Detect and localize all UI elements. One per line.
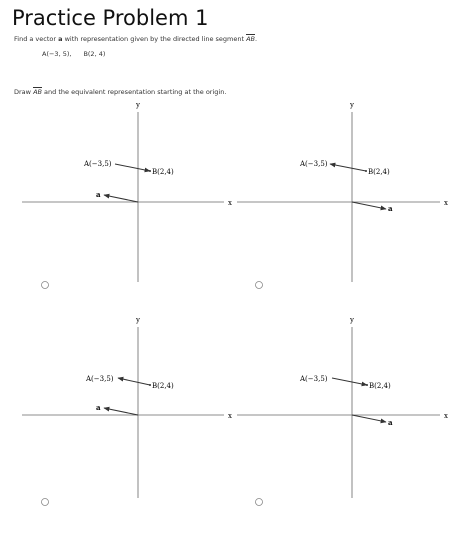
option-radio-4[interactable] (256, 499, 263, 506)
segment-ab: AB (246, 35, 256, 43)
option-graph-2 (237, 101, 448, 282)
segment-ab-arrow (332, 378, 367, 385)
segment-ab-arrow (330, 164, 366, 171)
point-b-label: B(2,4) (368, 168, 390, 176)
option-graph-1 (22, 101, 232, 282)
option-radio-1[interactable] (42, 282, 49, 289)
point-b-label: B(2,4) (152, 382, 174, 390)
page-title: Practice Problem 1 (12, 6, 209, 30)
option-graph-3 (22, 316, 232, 498)
problem-middle: with representation given by the directed line segment (64, 35, 245, 43)
option-radio-2[interactable] (256, 282, 263, 289)
point-a-label: A(−3,5) (300, 160, 328, 168)
vector-a-label: a (96, 190, 101, 199)
x-axis-label: x (228, 199, 232, 207)
vector-a-label: a (388, 204, 393, 213)
point-a-label: A(−3,5) (300, 375, 328, 383)
segment-ab-arrow (118, 378, 150, 385)
vector-a-arrow (104, 408, 138, 415)
vector-a-arrow (352, 415, 386, 422)
y-axis-label: y (136, 316, 140, 324)
point-a-label: A(−3,5) (86, 375, 114, 383)
x-axis-label: x (444, 199, 448, 207)
option-radio-3[interactable] (42, 499, 49, 506)
point-b-dot (149, 384, 151, 386)
point-b-given: B(2, 4) (83, 50, 106, 58)
option-graph-4 (237, 316, 448, 498)
point-b-dot (365, 170, 367, 172)
y-axis-label: y (350, 101, 354, 109)
vector-name: a (58, 35, 63, 43)
y-axis-label: y (136, 101, 140, 109)
vector-a-label: a (96, 403, 101, 412)
vector-a-label: a (388, 418, 393, 427)
x-axis-label: x (228, 412, 232, 420)
x-axis-label: x (444, 412, 448, 420)
instruction-suffix: and the equivalent representation starting at the origin. (44, 88, 227, 96)
point-b-dot (149, 170, 151, 172)
segment-ab-arrow (115, 164, 150, 171)
y-axis-label: y (350, 316, 354, 324)
point-a-given: A(−3, 5), (42, 50, 72, 58)
point-a-label: A(−3,5) (84, 160, 112, 168)
instruction-segment: AB (33, 88, 42, 96)
instruction-prefix: Draw (14, 88, 31, 96)
problem-suffix: . (255, 35, 258, 43)
point-b-label: B(2,4) (152, 168, 174, 176)
vector-a-arrow (104, 195, 138, 202)
vector-a-arrow (352, 202, 386, 209)
point-b-dot (366, 384, 368, 386)
problem-prefix: Find a vector (14, 35, 57, 43)
point-b-label: B(2,4) (369, 382, 391, 390)
